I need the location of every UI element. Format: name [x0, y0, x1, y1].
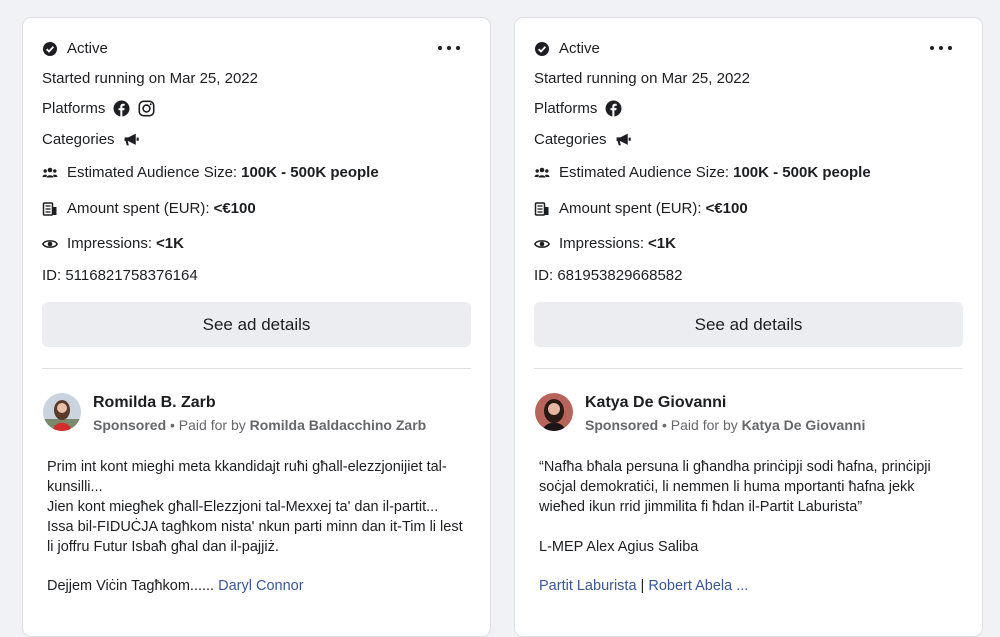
footer-link-robert-abela[interactable]: Robert Abela ...	[648, 578, 749, 594]
categories-label: Categories	[534, 131, 607, 148]
status-text: Active	[67, 40, 108, 57]
audience-row	[42, 164, 379, 181]
avatar[interactable]	[43, 393, 81, 431]
status-row	[42, 40, 108, 57]
megaphone-icon	[123, 131, 140, 148]
more-options-button[interactable]	[438, 40, 460, 56]
audience-label: Estimated Audience Size:	[67, 164, 238, 181]
audience-value: 100K - 500K people	[241, 164, 379, 181]
impressions-label: Impressions:	[559, 235, 645, 252]
impressions-value: <1K	[648, 235, 676, 252]
check-circle-icon	[42, 41, 58, 57]
megaphone-icon	[615, 131, 632, 148]
people-icon	[42, 165, 58, 181]
ad-id: ID: 5116821758376164	[42, 267, 198, 284]
spent-label: Amount spent (EUR):	[67, 200, 210, 217]
audience-row	[534, 164, 871, 181]
advertiser-name[interactable]: Romilda B. Zarb	[93, 394, 216, 411]
started-running: Started running on Mar 25, 2022	[534, 70, 750, 87]
check-circle-icon	[534, 41, 550, 57]
impressions-row	[42, 235, 184, 252]
spent-value: <€100	[213, 200, 256, 217]
ad-body-text: Prim int kont mieghi meta kkandidajt ruħi għall-elezzjonijiet tal-kunsilli... Jien kont miegħek għall-Elezzjoni tal-Mexxej ta' dan il-partit... Issa bil-FIDUĊJA tagħkom nista' nkun parti minn dan it-Tim li lest li joffru Futur Isbaħ għal dan il-pajjiż.	[47, 459, 463, 555]
spent-value: <€100	[705, 200, 748, 217]
facebook-icon	[113, 100, 130, 117]
ad-card	[514, 17, 983, 637]
payer-name: Katya De Giovanni	[741, 417, 866, 433]
ad-footer	[539, 578, 748, 594]
money-icon	[534, 201, 550, 217]
sponsored-label: Sponsored	[93, 417, 167, 433]
see-ad-details-button[interactable]: See ad details	[42, 302, 471, 347]
platforms-row	[42, 100, 155, 117]
footer-separator: |	[636, 578, 649, 594]
more-options-button[interactable]	[930, 40, 952, 56]
ad-card	[22, 17, 491, 637]
paid-for-by-label: • Paid for by	[166, 417, 250, 433]
see-ad-details-button[interactable]: See ad details	[534, 302, 963, 347]
footer-link-daryl-connor[interactable]: Daryl Connor	[218, 578, 304, 594]
spent-label: Amount spent (EUR):	[559, 200, 702, 217]
started-running: Started running on Mar 25, 2022	[42, 70, 258, 87]
payer-name: Romilda Baldacchino Zarb	[249, 417, 427, 433]
status-text: Active	[559, 40, 600, 57]
facebook-icon	[605, 100, 622, 117]
eye-icon	[534, 236, 550, 252]
categories-row	[534, 131, 632, 148]
categories-label: Categories	[42, 131, 115, 148]
impressions-label: Impressions:	[67, 235, 153, 252]
sponsored-label: Sponsored	[585, 417, 659, 433]
footer-link-partit-laburista[interactable]: Partit Laburista	[539, 578, 637, 594]
categories-row	[42, 131, 140, 148]
divider	[534, 368, 963, 369]
impressions-row	[534, 235, 676, 252]
spent-row	[42, 200, 256, 217]
status-row	[534, 40, 600, 57]
sponsored-line	[585, 417, 865, 433]
platforms-label: Platforms	[42, 100, 106, 117]
people-icon	[534, 165, 550, 181]
ad-body-text: “Nafħa bħala persuna li għandha prinċipji sodi ħafna, prinċipji soċjal demokratiċi, li nemmen li huma mportanti ħafna jekk wieħed ikun rrid jimmilita fi ħdan il-Partit Laburista” L-MEP Alex Agius Saliba	[539, 459, 931, 555]
ad-footer	[47, 578, 304, 594]
audience-value: 100K - 500K people	[733, 164, 871, 181]
sponsored-line	[93, 417, 426, 433]
divider	[42, 368, 471, 369]
money-icon	[42, 201, 58, 217]
impressions-value: <1K	[156, 235, 184, 252]
footer-text: Dejjem Viċin Tagħkom......	[47, 578, 215, 594]
avatar[interactable]	[535, 393, 573, 431]
instagram-icon	[138, 100, 155, 117]
advertiser-name[interactable]: Katya De Giovanni	[585, 394, 727, 411]
platforms-label: Platforms	[534, 100, 598, 117]
spent-row	[534, 200, 748, 217]
ad-id: ID: 681953829668582	[534, 267, 683, 284]
audience-label: Estimated Audience Size:	[559, 164, 730, 181]
eye-icon	[42, 236, 58, 252]
platforms-row	[534, 100, 622, 117]
paid-for-by-label: • Paid for by	[658, 417, 742, 433]
